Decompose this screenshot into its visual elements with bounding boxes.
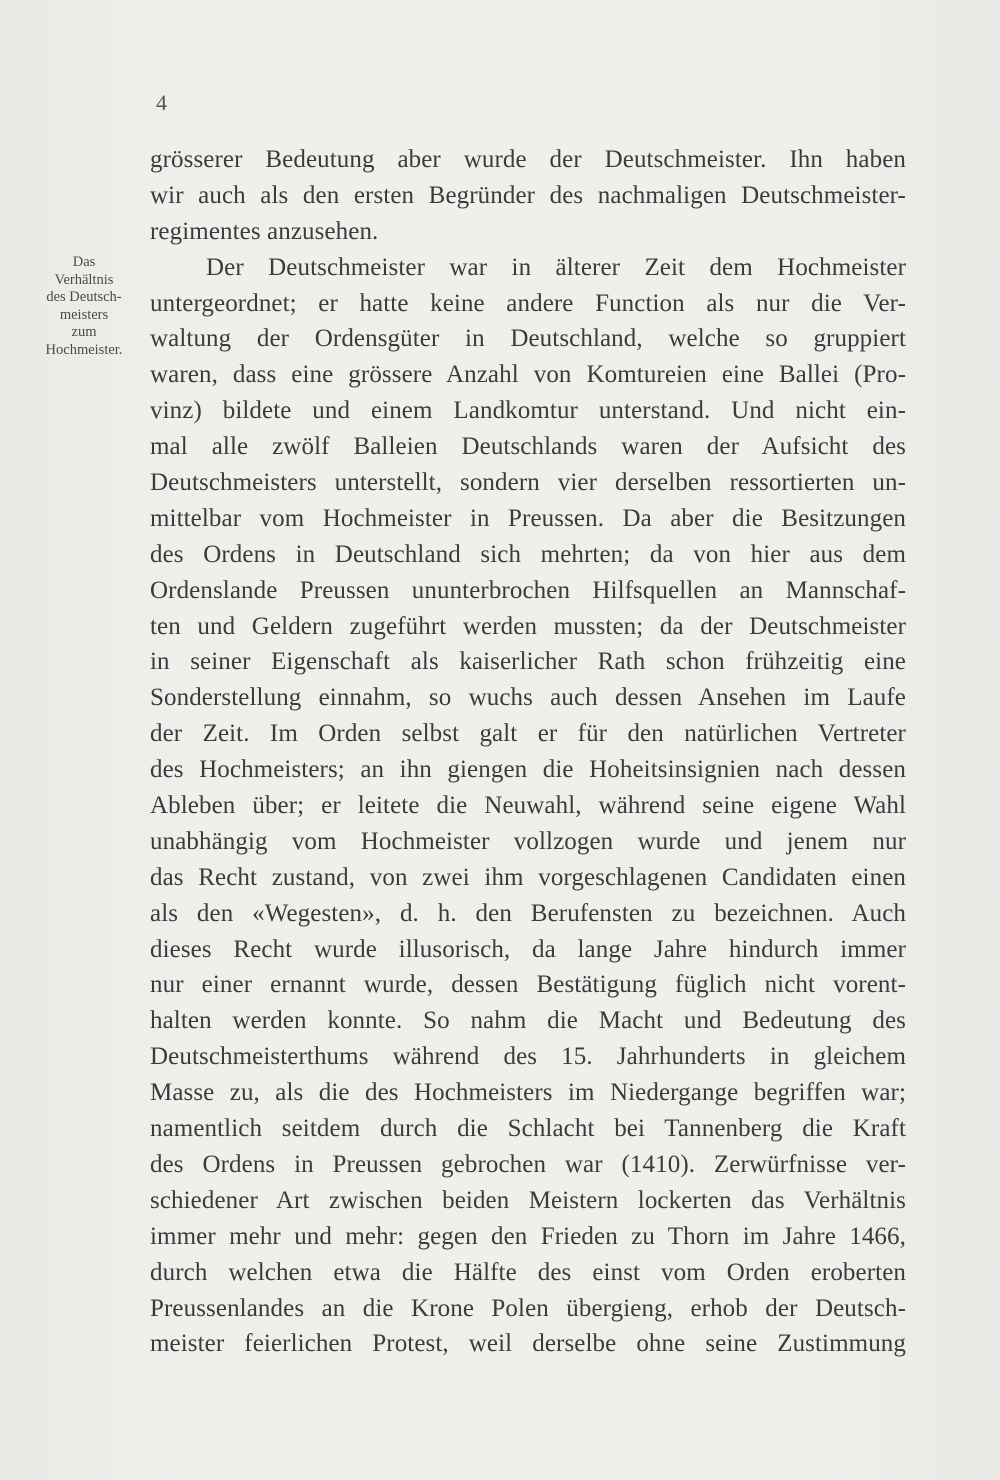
text-line: durch welchen etwa die Hälfte des einst vom Orden eroberten <box>150 1258 906 1286</box>
text-line: mal alle zwölf Balleien Deutschlands waren der Aufsicht des <box>150 433 906 461</box>
body-text <box>150 142 906 1362</box>
text-line: Ordenslande Preussen ununterbrochen Hilfsquellen an Mannschaf- <box>150 576 906 604</box>
text-line: ten und Geldern zugeführt werden mussten; da der Deutschmeister <box>150 612 906 640</box>
text-line: als den «Wegesten», d. h. den Berufensten zu bezeichnen. Auch <box>150 899 906 927</box>
text-line: Deutschmeisterthums während des 15. Jahrhunderts in gleichem <box>150 1043 906 1071</box>
marginal-note-line: Verhältnis <box>54 271 114 288</box>
marginal-note-line: des Deutsch- <box>46 289 122 305</box>
text-line: grösserer Bedeutung aber wurde der Deutschmeister. Ihn haben <box>150 146 906 173</box>
text-line: nur einer ernannt wurde, dessen Bestätigung füglich nicht vorent- <box>150 971 906 999</box>
text-line: meister feierlichen Protest, weil derselbe ohne seine Zustimmung <box>150 1330 906 1358</box>
text-line: Deutschmeisters unterstellt, sondern vier derselben ressortierten un- <box>150 469 906 497</box>
text-line: vinz) bildete und einem Landkomtur unterstand. Und nicht ein- <box>150 397 906 425</box>
text-line: halten werden konnte. So nahm die Macht und Bedeutung des <box>150 1007 906 1035</box>
text-line: Ableben über; er leitete die Neuwahl, während seine eigene Wahl <box>150 792 906 820</box>
text-line: unabhängig vom Hochmeister vollzogen wurde und jenem nur <box>150 827 906 855</box>
marginal-note <box>20 254 148 359</box>
marginal-note-line: Hochmeister. <box>45 341 123 358</box>
text-line: das Recht zustand, von zwei ihm vorgeschlagenen Candidaten einen <box>150 863 906 891</box>
text-line: schiedener Art zwischen beiden Meistern lockerten das Verhältnis <box>150 1186 906 1214</box>
text-line: waren, dass eine grössere Anzahl von Komtureien eine Ballei (Pro- <box>150 361 906 389</box>
text-line: mittelbar vom Hochmeister in Preussen. Da aber die Besitzungen <box>150 504 906 532</box>
text-line: in seiner Eigenschaft als kaiserlicher Rath schon frühzeitig eine <box>150 648 906 676</box>
marginal-note-line: meisters <box>59 306 109 323</box>
text-line: des Ordens in Preussen gebrochen war (1410). Zerwürfnisse ver- <box>150 1150 906 1178</box>
text-line: untergeordnet; er hatte keine andere Function als nur die Ver- <box>150 289 906 317</box>
marginal-note-line: Das <box>72 254 96 270</box>
text-line: der Zeit. Im Orden selbst galt er für den natürlichen Vertreter <box>150 720 906 748</box>
text-line: Preussenlandes an die Krone Polen übergieng, erhob der Deutsch- <box>150 1294 906 1322</box>
text-line: Sonderstellung einnahm, so wuchs auch dessen Ansehen im Laufe <box>150 684 906 712</box>
text-line: des Ordens in Deutschland sich mehrten; da von hier aus dem <box>150 540 906 568</box>
text-line: Masse zu, als die des Hochmeisters im Niedergange begriffen war; <box>150 1079 906 1107</box>
marginal-note-line: zum <box>71 324 97 340</box>
page-number: 4 <box>156 90 167 115</box>
text-line: wir auch als den ersten Begründer des nachmaligen Deutschmeister- <box>150 181 906 209</box>
text-line: regimentes anzusehen. <box>150 217 379 245</box>
text-line: Der Deutschmeister war in älterer Zeit dem Hochmeister <box>206 253 906 281</box>
text-line: immer mehr und mehr: gegen den Frieden zu Thorn im Jahre 1466, <box>150 1222 906 1250</box>
text-line: des Hochmeisters; an ihn giengen die Hoheitsinsignien nach dessen <box>150 756 906 784</box>
text-line: waltung der Ordensgüter in Deutschland, welche so gruppiert <box>150 325 906 353</box>
text-line: namentlich seitdem durch die Schlacht bei Tannenberg die Kraft <box>150 1115 906 1143</box>
text-line: dieses Recht wurde illusorisch, da lange Jahre hindurch immer <box>150 935 906 963</box>
